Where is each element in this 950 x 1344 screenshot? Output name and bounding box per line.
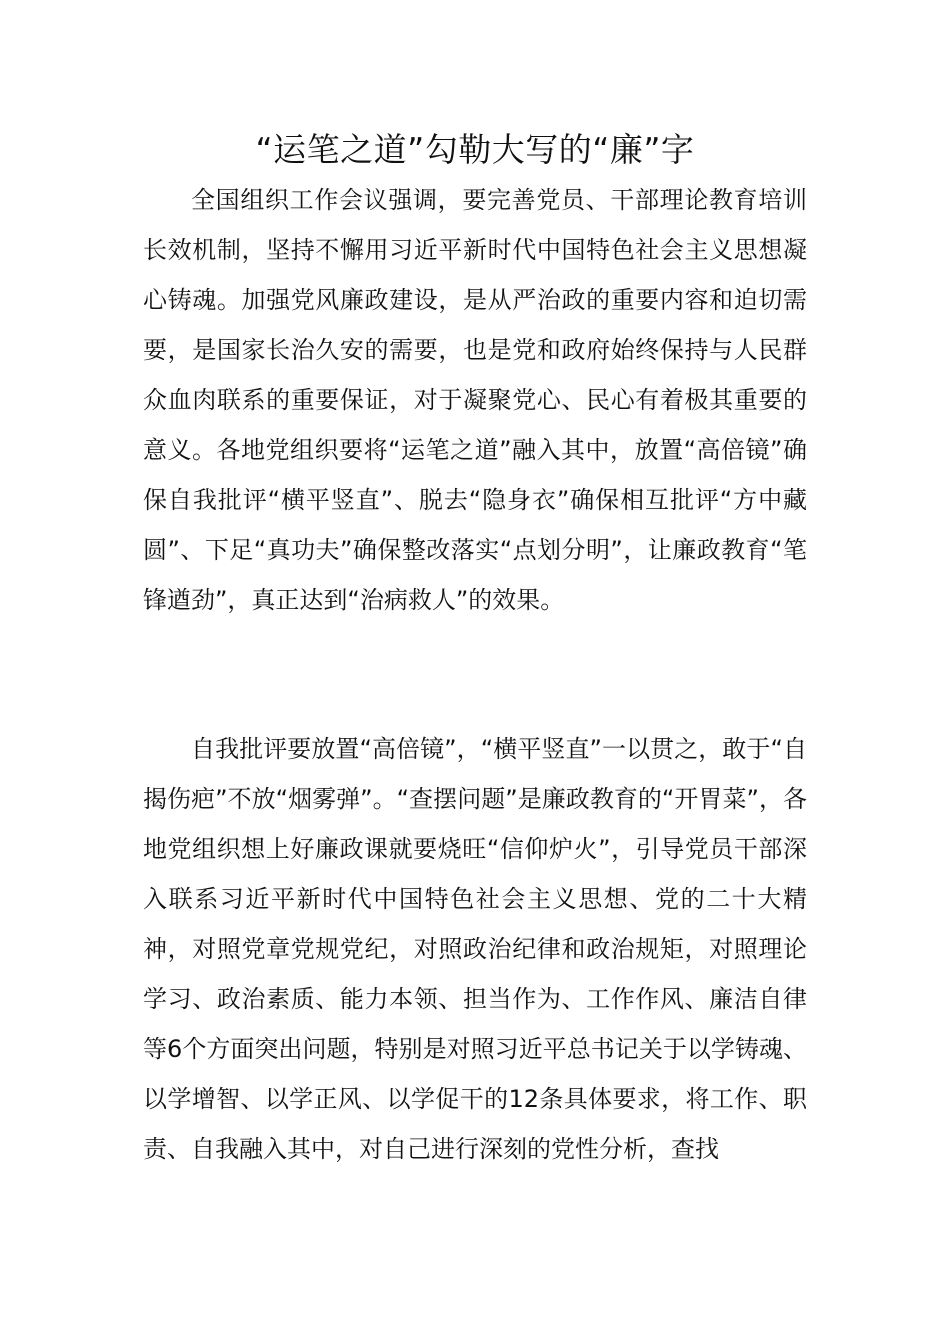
paragraph-self-criticism: 自我批评要放置“高倍镜”，“横平竖直”一以贯之，敢于“自揭伤疤”不放“烟雾弹”。“查摆问题”是廉政教育的“开胃菜”，各地党组织想上好廉政课就要烧旺“信仰炉火”，引导党员干部深入联系习近平新时代中国特色社会主义思想、党的二十大精神，对照党章党规党纪，对照政治纪律和政治规矩，对照理论学习、政治素质、能力本领、担当作为、工作作风、廉洁自律等6个方面突出问题，特别是对照习近平总书记关于以学铸魂、以学增智、以学正风、以学促干的12条具体要求，将工作、职责、自我融入其中，对自己进行深刻的党性分析，查找 — [143, 735, 807, 1163]
paragraph-intro: 全国组织工作会议强调，要完善党员、干部理论教育培训长效机制，坚持不懈用习近平新时代中国特色社会主义思想凝心铸魂。加强党风廉政建设，是从严治政的重要内容和迫切需要，是国家长治久安的需要，也是党和政府始终保持与人民群众血肉联系的重要保证，对于凝聚党心、民心有着极其重要的意义。各地党组织要将“运笔之道”融入其中，放置“高倍镜”确保自我批评“横平竖直”、脱去“隐身衣”确保相互批评“方中藏圆”、下足“真功夫”确保整改落实“点划分明”，让廉政教育“笔锋遒劲”，真正达到“治病救人”的效果。 — [143, 186, 807, 614]
document-title: “运笔之道”勾勒大写的“廉”字 — [255, 130, 695, 169]
